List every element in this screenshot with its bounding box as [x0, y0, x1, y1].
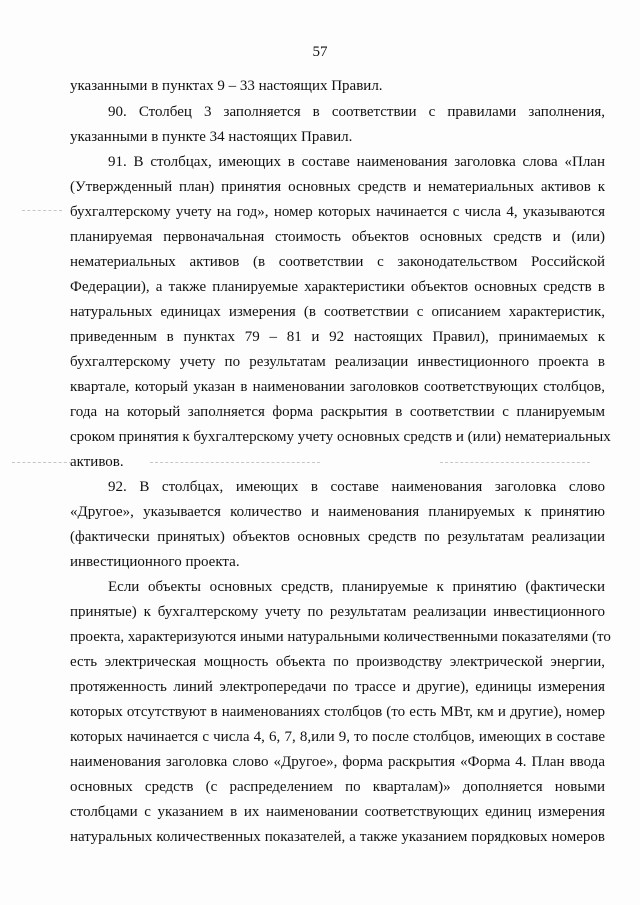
text-line: основных средств (с распределением по кварталам)» дополняется новыми [70, 779, 605, 795]
text-line: Если объекты основных средств, планируемые к принятию (фактически [108, 579, 605, 595]
text-line: приведенным в пунктах 79 – 81 и 92 настоящих Правил), принимаемых к [70, 329, 605, 345]
page-number: 57 [312, 44, 328, 60]
text-line: 90. Столбец 3 заполняется в соответствии с правилами заполнения, [108, 104, 605, 120]
scan-artifact [440, 462, 590, 463]
text-line: «Другое», указывается количество и наименования планируемых к принятию [70, 504, 605, 520]
text-line: 92. В столбцах, имеющих в составе наименования заголовка слово [108, 479, 605, 495]
text-line: 91. В столбцах, имеющих в составе наименования заголовка слова «План [108, 154, 605, 170]
scan-artifact [12, 462, 72, 463]
text-line: сроком принятия к бухгалтерскому учету основных средств и (или) нематериальных [70, 429, 611, 445]
text-line: бухгалтерскому учету по результатам реализации инвестиционного проекта в [70, 354, 605, 370]
text-line: указанными в пункте 34 настоящих Правил. [70, 129, 353, 145]
text-line: которых отсутствуют в наименованиях столбцов (то есть МВт, км и другие), номер [70, 704, 605, 720]
text-line: указанными в пунктах 9 – 33 настоящих Правил. [70, 78, 383, 94]
text-line: (фактически принятых) объектов основных средств по результатам реализации [70, 529, 605, 545]
text-line: нематериальных активов (в соответствии с законодательством Российской [70, 254, 605, 270]
text-line: проекта, характеризуются иными натуральными количественными показателями (то [70, 629, 611, 645]
text-line: есть электрическая мощность объекта по производству электрической энергии, [70, 654, 605, 670]
text-line: инвестиционного проекта. [70, 554, 240, 570]
text-line: квартале, который указан в наименовании заголовков соответствующих столбцов, [70, 379, 605, 395]
text-line: наименования заголовка слово «Другое», форма раскрытия «Форма 4. План ввода [70, 754, 605, 770]
text-line: натуральных количественных показателей, а также указанием порядковых номеров [70, 829, 605, 845]
text-line: столбцами с указанием в их наименовании соответствующих единиц измерения [70, 804, 605, 820]
text-line: активов. [70, 454, 124, 470]
text-line: бухгалтерскому учету на год», номер которых начинается с числа 4, указываются [70, 204, 605, 220]
text-line: которых начинается с числа 4, 6, 7, 8,или 9, то после столбцов, имеющих в составе [70, 729, 605, 745]
text-line: (Утвержденный план) принятия основных средств и нематериальных активов к [70, 179, 605, 195]
text-line: натуральных единицах измерения (в соответствии с описанием характеристик, [70, 304, 605, 320]
text-line: планируемая первоначальная стоимость объектов основных средств и (или) [70, 229, 605, 245]
scan-artifact [22, 210, 62, 211]
text-line: протяженность линий электропередачи по трассе и другие), единицы измерения [70, 679, 605, 695]
scan-artifact [150, 462, 320, 463]
text-line: Федерации), а также планируемые характеристики объектов основных средств в [70, 279, 605, 295]
text-line: принятые) к бухгалтерскому учету по результатам реализации инвестиционного [70, 604, 605, 620]
text-line: года на который заполняется форма раскрытия в соответствии с планируемым [70, 404, 605, 420]
